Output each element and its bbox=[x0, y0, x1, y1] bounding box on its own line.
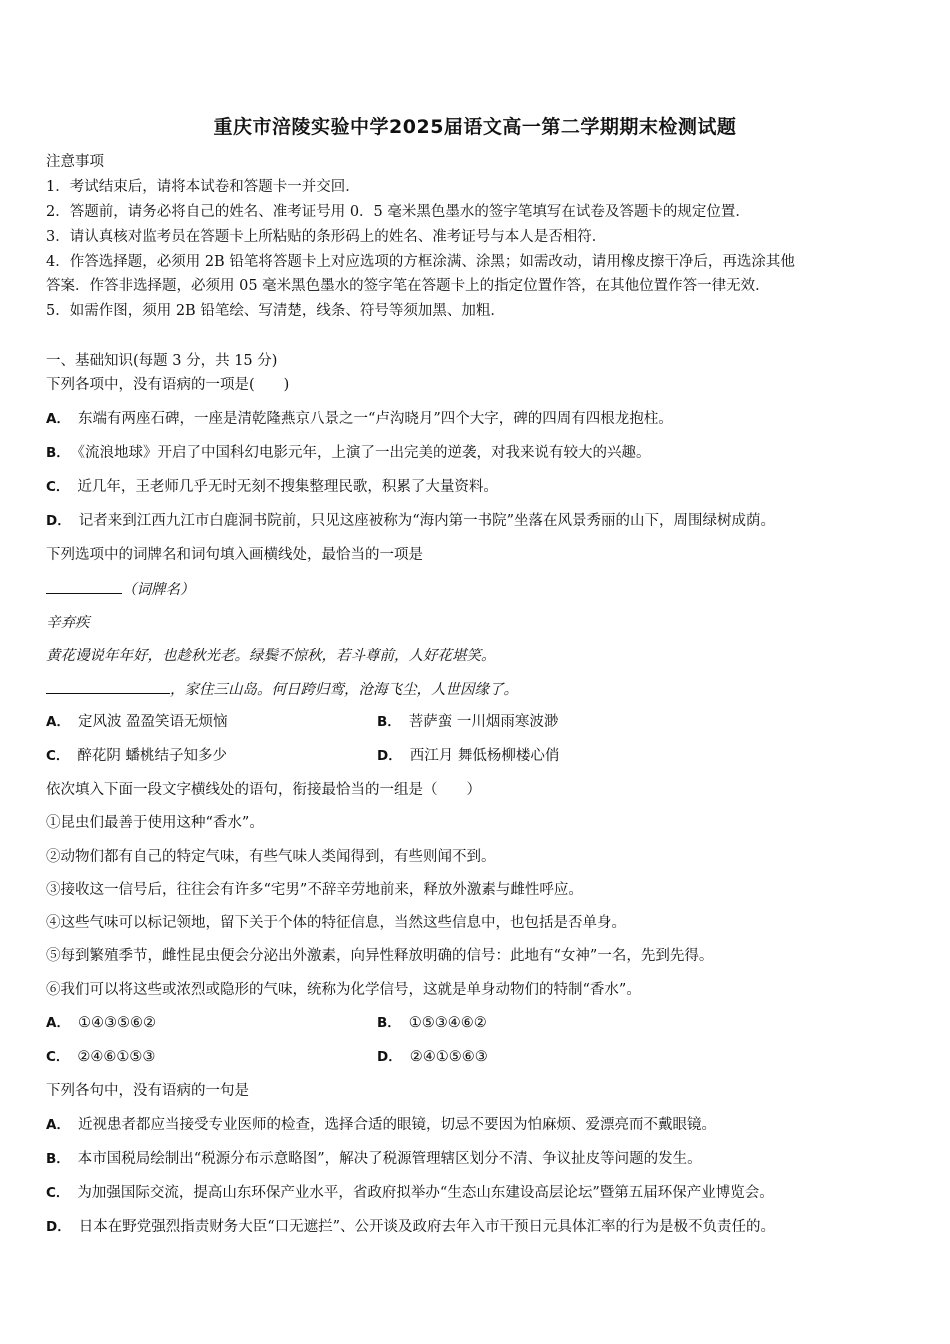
option-text: 定风波 盈盈笑语无烦恼 bbox=[77, 714, 228, 730]
notice-heading: 注意事项 bbox=[46, 154, 104, 170]
option-text: 西江月 舞低杨柳楼心俏 bbox=[409, 748, 560, 764]
poem-line: 黄花谩说年年好，也趁秋光老。绿鬓不惊秋，若斗尊前，人好花堪笑。 bbox=[46, 648, 496, 664]
q3-sentence: ①昆虫们最善于使用这种“香水”。 bbox=[46, 815, 264, 831]
q4-option-b bbox=[46, 1149, 702, 1169]
q3-sentence: ⑥我们可以将这些或浓烈或隐形的气味，统称为化学信号，这就是单身动物们的特制“香水”。 bbox=[46, 982, 641, 998]
option-text: 《流浪地球》开启了中国科幻电影元年，上演了一出完美的逆袭，对我来说有较大的兴趣。 bbox=[77, 445, 651, 461]
q1-option-d bbox=[46, 511, 775, 531]
q2-option-d bbox=[377, 746, 559, 766]
option-key: A． bbox=[46, 411, 70, 427]
option-text: 记者来到江西九江市白鹿洞书院前，只见这座被称为“海内第一书院”坐落在风景秀丽的山下，周围绿树成荫。 bbox=[78, 513, 776, 529]
notice-item: 2．答题前，请务必将自己的姓名、准考证号用 0．5 毫米黑色墨水的签字笔填写在试卷及答题卡的规定位置． bbox=[46, 204, 750, 220]
q3-option-c bbox=[46, 1047, 155, 1067]
option-key: D． bbox=[377, 1049, 402, 1065]
option-key: B． bbox=[46, 1151, 70, 1167]
q3-option-b bbox=[377, 1013, 487, 1033]
option-text: ①④③⑤⑥② bbox=[77, 1015, 156, 1031]
option-text: 近视患者都应当接受专业医师的检查，选择合适的眼镜，切忌不要因为怕麻烦、爱漂亮而不戴眼镜。 bbox=[77, 1117, 716, 1133]
option-key: C． bbox=[46, 1049, 70, 1065]
q3-stem: 依次填入下面一段文字横线处的语句，衔接最恰当的一组是（ ） bbox=[46, 782, 481, 798]
option-key: C． bbox=[46, 479, 70, 495]
poem-line-text: ，家住三山岛。何日跨归鸾，沧海飞尘，人世因缘了。 bbox=[170, 682, 518, 698]
notice-item: 1．考试结束后，请将本试卷和答题卡一并交回． bbox=[46, 179, 360, 195]
option-text: ②④①⑤⑥③ bbox=[409, 1049, 488, 1065]
q4-option-a bbox=[46, 1115, 716, 1135]
option-text: ②④⑥①⑤③ bbox=[77, 1049, 156, 1065]
q1-option-b bbox=[46, 443, 651, 463]
fill-blank bbox=[46, 579, 122, 594]
q1-option-a bbox=[46, 409, 673, 429]
poem-author: 辛弃疾 bbox=[46, 615, 90, 631]
q3-sentence: ⑤每到繁殖季节，雌性昆虫便会分泌出外激素，向异性释放明确的信号：此地有“女神”一名，先到先得。 bbox=[46, 948, 714, 964]
option-text: ①⑤③④⑥② bbox=[408, 1015, 487, 1031]
option-key: A． bbox=[46, 1117, 70, 1133]
q3-sentence: ②动物们都有自己的特定气味，有些气味人类闻得到，有些则闻不到。 bbox=[46, 849, 496, 865]
q3-sentence: ④这些气味可以标记领地，留下关于个体的特征信息，当然这些信息中，也包括是否单身。 bbox=[46, 915, 626, 931]
q2-option-a bbox=[46, 712, 228, 732]
option-key: D． bbox=[377, 748, 402, 764]
q3-option-a bbox=[46, 1013, 156, 1033]
option-key: A． bbox=[46, 1015, 70, 1031]
fill-blank bbox=[46, 679, 170, 694]
option-key: D． bbox=[46, 513, 71, 529]
option-text: 本市国税局绘制出“税源分布示意略图”，解决了税源管理辖区划分不清、争议扯皮等问题的发生。 bbox=[77, 1151, 702, 1167]
q3-sentence: ③接收这一信号后，往往会有许多“宅男”不辞辛劳地前来，释放外激素与雌性呼应。 bbox=[46, 882, 583, 898]
q2-stem: 下列选项中的词牌名和词句填入画横线处，最恰当的一项是 bbox=[46, 547, 423, 563]
poem-line bbox=[46, 679, 518, 700]
option-text: 为加强国际交流，提高山东环保产业水平，省政府拟举办“生态山东建设高层论坛”暨第五届环保产业博览会。 bbox=[77, 1185, 774, 1201]
option-key: D． bbox=[46, 1219, 71, 1235]
notice-item: 4．作答选择题，必须用 2B 铅笔将答题卡上对应选项的方框涂满、涂黑；如需改动，请用橡皮擦干净后，再选涂其他 bbox=[46, 254, 795, 270]
option-text: 日本在野党强烈指责财务大臣“口无遮拦”、公开谈及政府去年入市干预日元具体汇率的行为是极不负责任的。 bbox=[78, 1219, 776, 1235]
q1-option-c bbox=[46, 477, 498, 497]
option-key: A． bbox=[46, 714, 70, 730]
option-key: B． bbox=[377, 714, 401, 730]
option-key: C． bbox=[46, 1185, 70, 1201]
option-text: 东端有两座石碑，一座是清乾隆燕京八景之一“卢沟晓月”四个大字，碑的四周有四根龙抱柱。 bbox=[77, 411, 673, 427]
option-text: 菩萨蛮 一川烟雨寒波渺 bbox=[408, 714, 559, 730]
option-text: 近几年，王老师几乎无时无刻不搜集整理民歌，积累了大量资料。 bbox=[77, 479, 498, 495]
q4-stem: 下列各句中，没有语病的一句是 bbox=[46, 1083, 249, 1099]
option-key: B． bbox=[46, 445, 70, 461]
option-key: C． bbox=[46, 748, 70, 764]
q2-option-c bbox=[46, 746, 227, 766]
q2-option-b bbox=[377, 712, 558, 732]
notice-item: 3．请认真核对监考员在答题卡上所粘贴的条形码上的姓名、准考证号与本人是否相符． bbox=[46, 229, 607, 245]
cipai-label: （词牌名） bbox=[122, 582, 195, 598]
notice-item: 答案．作答非选择题，必须用 05 毫米黑色墨水的签字笔在答题卡上的指定位置作答，在其他位置作答一律无效． bbox=[46, 278, 770, 294]
q4-option-d bbox=[46, 1217, 775, 1237]
option-text: 醉花阴 蟠桃结子知多少 bbox=[77, 748, 228, 764]
q2-cipai-line bbox=[46, 579, 195, 600]
q4-option-c bbox=[46, 1183, 774, 1203]
section-heading: 一、基础知识(每题 3 分，共 15 分) bbox=[46, 353, 278, 369]
q1-stem: 下列各项中，没有语病的一项是( ) bbox=[46, 377, 290, 393]
page-title: 重庆市涪陵实验中学2025届语文高一第二学期期末检测试题 bbox=[213, 116, 737, 138]
notice-item: 5．如需作图，须用 2B 铅笔绘、写清楚，线条、符号等须加黑、加粗． bbox=[46, 303, 505, 319]
option-key: B． bbox=[377, 1015, 401, 1031]
q3-option-d bbox=[377, 1047, 488, 1067]
